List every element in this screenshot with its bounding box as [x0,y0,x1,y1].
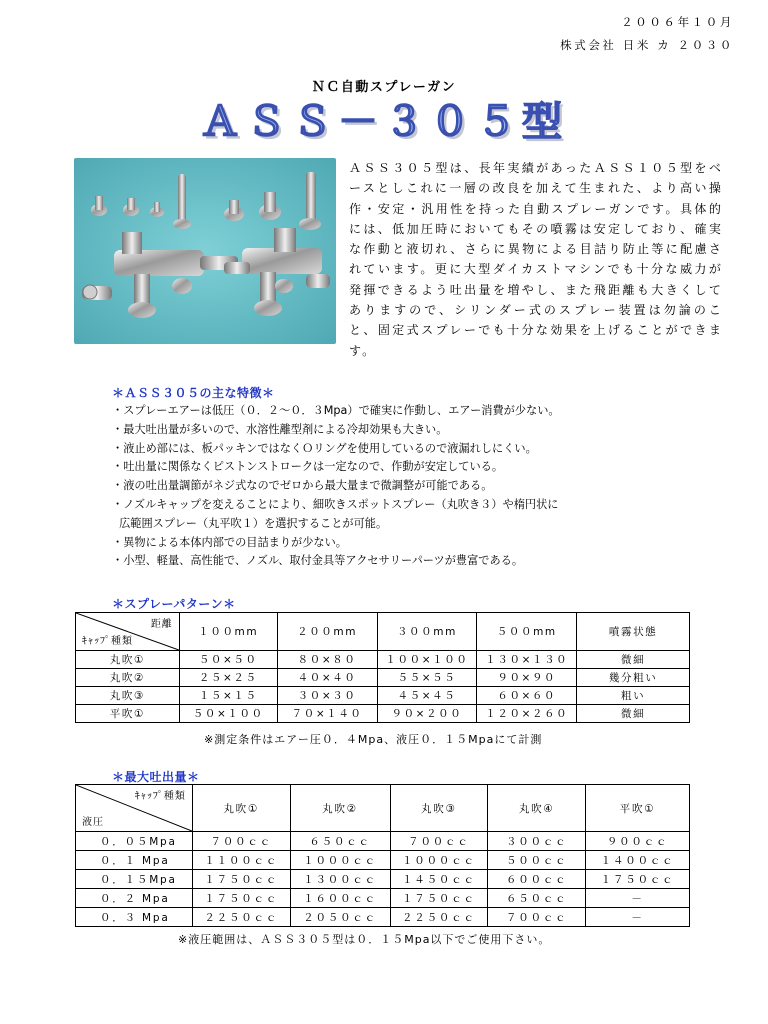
table-cell: ６５０ｃｃ [488,889,586,908]
table-cell: １６００ｃｃ [290,889,390,908]
row-label: 丸吹③ [76,687,180,705]
table-corner-cell [76,785,193,832]
max-flow-table [75,784,690,927]
table-corner-cell [76,613,180,651]
column-header: ２００mm [277,613,377,651]
table-cell: １７５０ｃｃ [192,870,290,889]
table-cell: 粗い [577,687,690,705]
feature-item: ・異物による本体内部での目詰まりが少ない。 [112,535,347,549]
table-row [76,889,690,908]
features-heading: ＊ＡＳＳ３０５の主な特徴＊ [112,386,275,400]
table-cell: １４００ｃｃ [586,851,690,870]
table-row [76,651,690,669]
table-cell: １００×１００ [377,651,477,669]
features-list [112,402,732,571]
column-header: １００mm [179,613,277,651]
row-label: ０．３ Mpa [76,908,193,927]
table-cell: ７００ｃｃ [192,832,290,851]
table-cell: － [586,908,690,927]
row-label: ０．２ Mpa [76,889,193,908]
table-cell: ５０×５０ [179,651,277,669]
feature-item: ・最大吐出量が多いので、水溶性離型剤による冷却効果も大きい。 [112,422,448,436]
table-cell: １４５０ｃｃ [390,870,488,889]
table-cell: ９００ｃｃ [586,832,690,851]
table-cell: 幾分粗い [577,669,690,687]
spray-pattern-table [75,612,690,723]
table-cell: ９０×２００ [377,705,477,723]
table-row [76,851,690,870]
table-row [76,705,690,723]
table-cell: １２０×２６０ [477,705,577,723]
table-cell: ６０×６０ [477,687,577,705]
corner-label-cap-type: ｷｬｯﾌﾟ種類 [82,636,133,647]
table-cell: １３００ｃｃ [290,870,390,889]
table-header-row [76,613,690,651]
table-header-row [76,785,690,832]
table-cell: － [586,889,690,908]
column-header: ３００mm [377,613,477,651]
table-cell: ４５×４５ [377,687,477,705]
title-wrap [0,90,768,147]
corner-label-pressure: 液圧 [82,817,104,828]
table-cell: ２２５０ｃｃ [390,908,488,927]
table-cell: ２２５０ｃｃ [192,908,290,927]
table-cell: ５０×１００ [179,705,277,723]
feature-item: 広範囲スプレー（丸平吹１）を選択することが可能。 [112,516,388,530]
row-label: ０．１５Mpa [76,870,193,889]
product-subtitle: ＮＣ自動スプレーガン [311,80,457,95]
table-cell: ８０×８０ [277,651,377,669]
row-label: 丸吹② [76,669,180,687]
column-header: 平吹① [586,785,690,832]
table-cell: １３０×１３０ [477,651,577,669]
table-cell: ９０×９０ [477,669,577,687]
table-row [76,832,690,851]
feature-item: ・吐出量に関係なくピストンストロークは一定なので、作動が安定している。 [112,460,504,474]
product-photo [74,158,336,344]
table-cell: １７５０ｃｃ [192,889,290,908]
column-header: 丸吹① [192,785,290,832]
column-header: 噴霧状態 [577,613,690,651]
table-cell: ５００ｃｃ [488,851,586,870]
table-cell: ５５×５５ [377,669,477,687]
column-header: 丸吹③ [390,785,488,832]
column-header: 丸吹④ [488,785,586,832]
column-header: ５００mm [477,613,577,651]
table-cell: ７０×１４０ [277,705,377,723]
product-description: ＡＳＳ３０５型は、長年実績があったＡＳＳ１０５型をベースとしこれに一層の改良を加えて生まれた、より高い操作・安定・汎用性を持った自動スプレーガンです。具体的には、低加圧時においてもその噴霧は安定しており、確実な作動と液切れ、さらに異物による目詰り防止等に配慮されています。更に大型ダイカストマシンでも十分な威力が発揮できるよう吐出量を増やし、また飛距離も大きくしてありますので、シリンダー式のスプレー装置は勿論のこと、固定式スプレーでも十分な効果を上げることができます。 [349,161,723,358]
table-cell: ６００ｃｃ [488,870,586,889]
table-cell: 微細 [577,651,690,669]
spray-gun-photo-illustration [74,158,336,344]
table-row [76,669,690,687]
table-cell: １７５０ｃｃ [390,889,488,908]
feature-item: ・液止め部には、板パッキンではなくＯリングを使用しているので液漏れしにくい。 [112,441,537,455]
table-row [76,908,690,927]
company-name: 株式会社 日米 カ ２０３０ [560,38,734,52]
table-cell: ４０×４０ [277,669,377,687]
column-header: 丸吹② [290,785,390,832]
table-row [76,687,690,705]
table-cell: 微細 [577,705,690,723]
row-label: 平吹① [76,705,180,723]
table-cell: １５×１５ [179,687,277,705]
row-label: ０．０５Mpa [76,832,193,851]
product-title: ＡＳＳ－３０５型 [200,99,568,145]
document-date: ２００６年１０月 [621,15,734,29]
row-label: ０．１ Mpa [76,851,193,870]
table-cell: １０００ｃｃ [390,851,488,870]
table-cell: ６５０ｃｃ [290,832,390,851]
table-cell: ３００ｃｃ [488,832,586,851]
max-flow-heading: ＊最大吐出量＊ [112,770,200,784]
feature-item: ・ノズルキャップを変えることにより、細吹きスポットスプレー（丸吹き３）や楕円状に [112,497,559,511]
corner-label-distance: 距離 [150,619,173,630]
row-label: 丸吹① [76,651,180,669]
table-cell: ２０５０ｃｃ [290,908,390,927]
table-cell: １１００ｃｃ [192,851,290,870]
table-cell: １０００ｃｃ [290,851,390,870]
table-cell: ７００ｃｃ [390,832,488,851]
corner-label-cap-type: ｷｬｯﾌﾟ種類 [134,791,186,802]
table-cell: ３０×３０ [277,687,377,705]
feature-item: ・小型、軽量、高性能で、ノズル、取付金具等アクセサリーパーツが豊富である。 [112,554,524,568]
max-flow-note: ※液圧範囲は、ＡＳＳ３０５型は０．１５Mpa以下でご使用下さい。 [178,933,551,946]
table-cell: １７５０ｃｃ [586,870,690,889]
spray-pattern-heading: ＊スプレーパターン＊ [112,597,236,611]
spray-pattern-note: ※測定条件はエアー圧０．４Mpa、液圧０．１５Mpaにて計測 [204,733,543,746]
table-row [76,870,690,889]
feature-item: ・スプレーエアーは低圧（０．２〜０．３Mpa）で確実に作動し、エアー消費が少ない。 [112,404,560,417]
table-cell: ７００ｃｃ [488,908,586,927]
feature-item: ・液の吐出量調節がネジ式なのでゼロから最大量まで微調整が可能である。 [112,479,493,493]
table-cell: ２５×２５ [179,669,277,687]
